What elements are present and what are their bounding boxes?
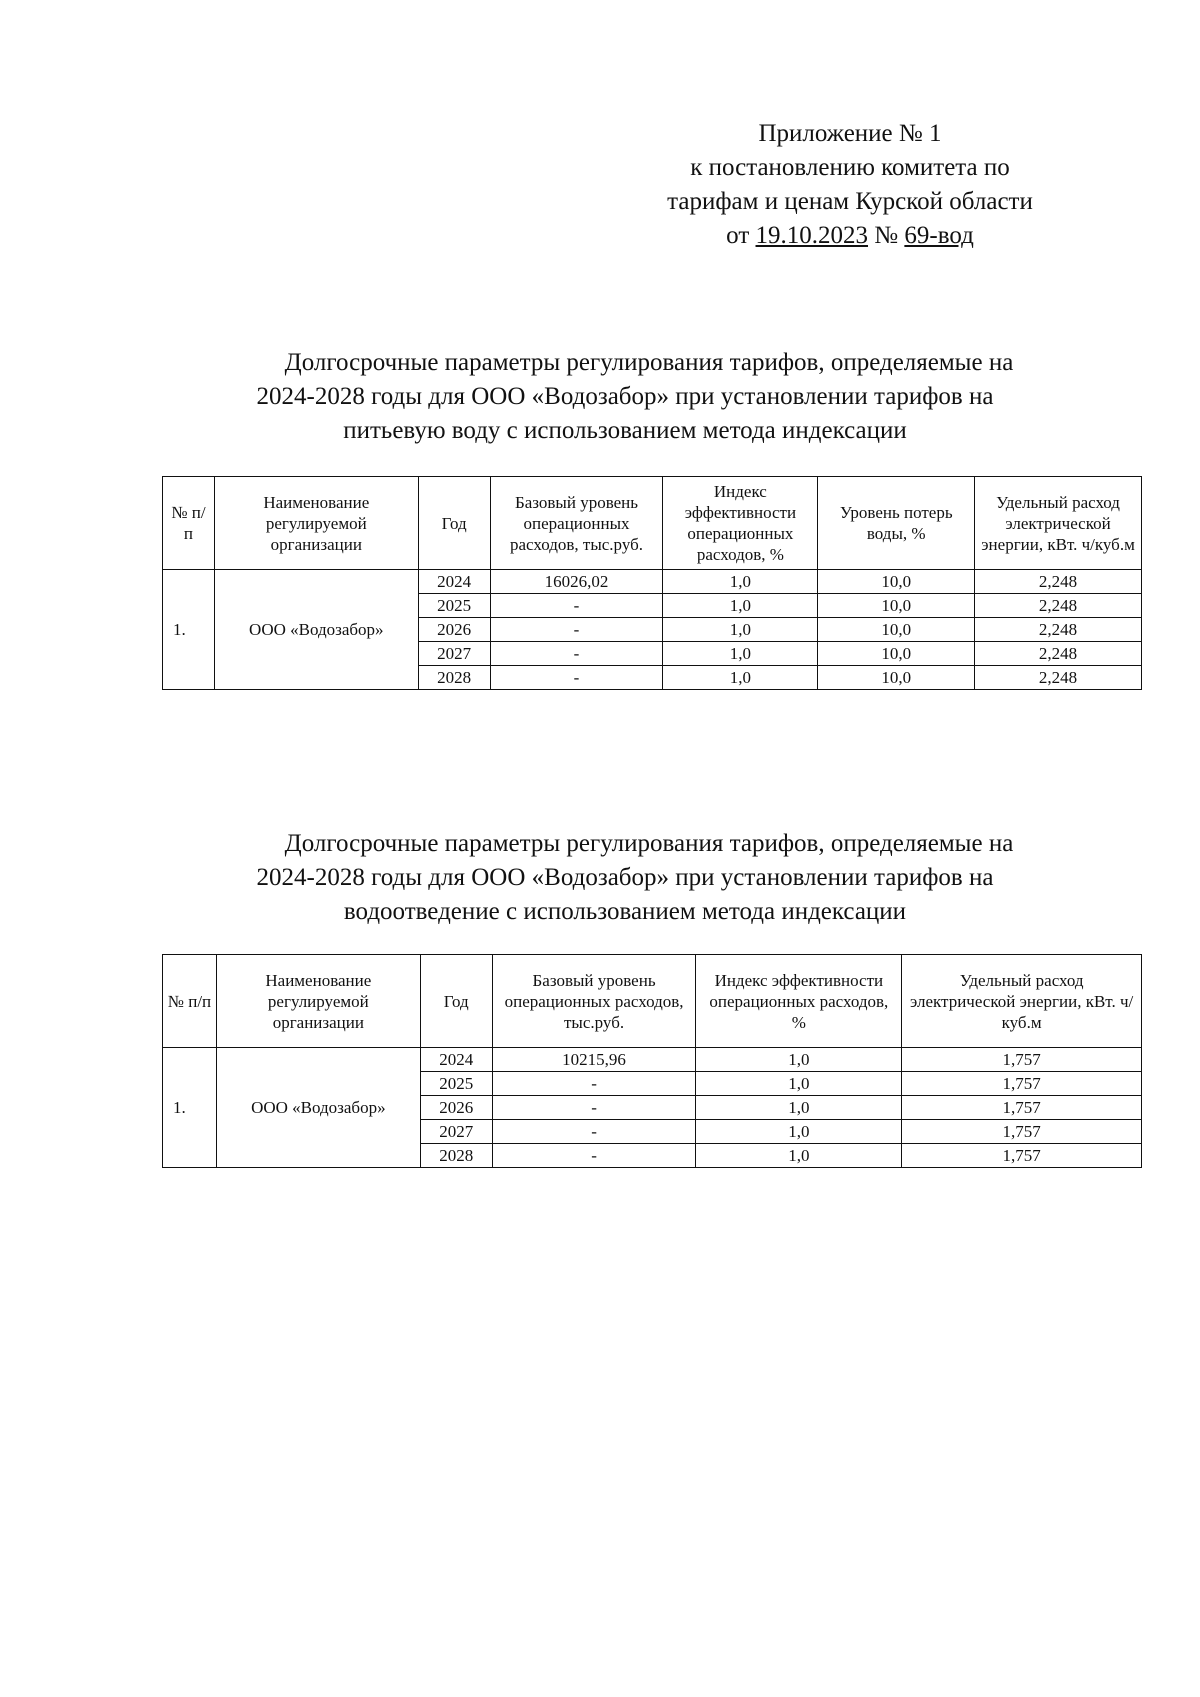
energy-consumption-cell: 2,248 (975, 642, 1142, 666)
column-header: № п/п (163, 477, 215, 570)
base-cost-cell: - (490, 618, 663, 642)
column-header: Индекс эффективности операционных расходов, % (663, 477, 818, 570)
heading-line: питьевую воду с использованием метода индексации (343, 417, 907, 444)
base-cost-cell: 10215,96 (492, 1048, 696, 1072)
water-losses-cell: 10,0 (818, 618, 975, 642)
column-header: Наименование регулируемой организации (214, 477, 418, 570)
section-1-heading (160, 346, 1090, 448)
year-cell: 2025 (418, 594, 490, 618)
resolution-number: 69-вод (904, 222, 974, 249)
column-header: Уровень потерь воды, % (818, 477, 975, 570)
table-header-row (163, 955, 1142, 1048)
year-cell: 2024 (418, 570, 490, 594)
year-cell: 2027 (420, 1120, 492, 1144)
efficiency-index-cell: 1,0 (663, 618, 818, 642)
column-header: Базовый уровень операционных расходов, тыс.руб. (490, 477, 663, 570)
column-header: Год (420, 955, 492, 1048)
heading-line: 2024-2028 годы для ООО «Водозабор» при установлении тарифов на (256, 383, 994, 410)
efficiency-index-cell: 1,0 (696, 1072, 902, 1096)
column-header: Год (418, 477, 490, 570)
efficiency-index-cell: 1,0 (663, 666, 818, 690)
appendix-line: к постановлению комитета по (690, 154, 1010, 181)
energy-consumption-cell: 2,248 (975, 666, 1142, 690)
efficiency-index-cell: 1,0 (663, 570, 818, 594)
heading-line: Долгосрочные параметры регулирования тарифов, определяемые на (284, 349, 1014, 376)
energy-consumption-cell: 1,757 (902, 1096, 1142, 1120)
year-cell: 2024 (420, 1048, 492, 1072)
base-cost-cell: - (490, 642, 663, 666)
row-number: 1. (163, 1048, 217, 1168)
efficiency-index-cell: 1,0 (696, 1096, 902, 1120)
row-number: 1. (163, 570, 215, 690)
heading-line: Долгосрочные параметры регулирования тарифов, определяемые на (284, 830, 1014, 857)
water-supply-table (162, 476, 1142, 690)
efficiency-index-cell: 1,0 (663, 642, 818, 666)
column-header: Удельный расход электрической энергии, кВт. ч/куб.м (975, 477, 1142, 570)
resolution-date: 19.10.2023 (755, 222, 869, 249)
appendix-block (620, 117, 1080, 253)
efficiency-index-cell: 1,0 (696, 1048, 902, 1072)
efficiency-index-cell: 1,0 (663, 594, 818, 618)
year-cell: 2026 (418, 618, 490, 642)
energy-consumption-cell: 1,757 (902, 1048, 1142, 1072)
base-cost-cell: 16026,02 (490, 570, 663, 594)
energy-consumption-cell: 2,248 (975, 594, 1142, 618)
base-cost-cell: - (492, 1072, 696, 1096)
column-header: № п/п (163, 955, 217, 1048)
energy-consumption-cell: 1,757 (902, 1072, 1142, 1096)
base-cost-cell: - (492, 1144, 696, 1168)
water-losses-cell: 10,0 (818, 570, 975, 594)
water-losses-cell: 10,0 (818, 642, 975, 666)
energy-consumption-cell: 2,248 (975, 570, 1142, 594)
year-cell: 2027 (418, 642, 490, 666)
table-header-row (163, 477, 1142, 570)
year-cell: 2028 (418, 666, 490, 690)
heading-line: 2024-2028 годы для ООО «Водозабор» при установлении тарифов на (256, 864, 994, 891)
section-2-heading (160, 827, 1090, 929)
column-header: Наименование регулируемой организации (216, 955, 420, 1048)
number-sign: № (868, 222, 905, 249)
appendix-title: Приложение № 1 (758, 120, 942, 147)
appendix-line: тарифам и ценам Курской области (667, 188, 1033, 215)
base-cost-cell: - (492, 1096, 696, 1120)
organization-name: ООО «Водозабор» (216, 1048, 420, 1168)
water-losses-cell: 10,0 (818, 594, 975, 618)
energy-consumption-cell: 1,757 (902, 1120, 1142, 1144)
table-row (163, 1048, 1142, 1072)
water-losses-cell: 10,0 (818, 666, 975, 690)
appendix-date-line (620, 219, 1080, 253)
column-header: Удельный расход электрической энергии, кВт. ч/куб.м (902, 955, 1142, 1048)
base-cost-cell: - (490, 594, 663, 618)
base-cost-cell: - (490, 666, 663, 690)
base-cost-cell: - (492, 1120, 696, 1144)
year-cell: 2025 (420, 1072, 492, 1096)
efficiency-index-cell: 1,0 (696, 1144, 902, 1168)
wastewater-table (162, 954, 1142, 1168)
year-cell: 2026 (420, 1096, 492, 1120)
table-row (163, 570, 1142, 594)
energy-consumption-cell: 1,757 (902, 1144, 1142, 1168)
column-header: Базовый уровень операционных расходов, тыс.руб. (492, 955, 696, 1048)
energy-consumption-cell: 2,248 (975, 618, 1142, 642)
heading-line: водоотведение с использованием метода индексации (343, 898, 907, 925)
organization-name: ООО «Водозабор» (214, 570, 418, 690)
column-header: Индекс эффективности операционных расходов, % (696, 955, 902, 1048)
year-cell: 2028 (420, 1144, 492, 1168)
date-prefix: от (726, 222, 756, 249)
efficiency-index-cell: 1,0 (696, 1120, 902, 1144)
